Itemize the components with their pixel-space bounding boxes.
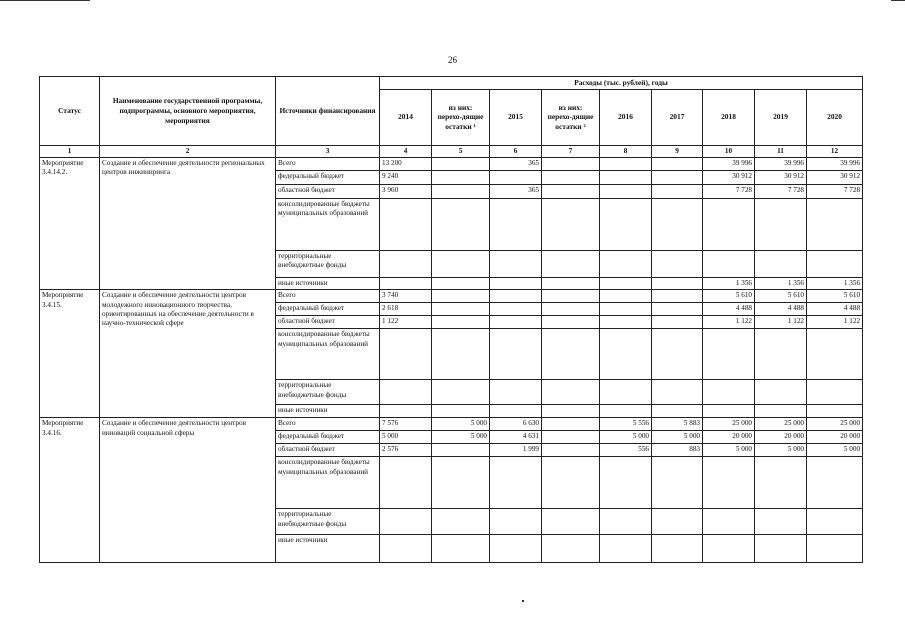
col-num: 5 — [432, 145, 490, 157]
value-cell — [703, 509, 755, 535]
value-cell — [807, 509, 863, 535]
source-cell: иные источники — [276, 535, 380, 563]
value-cell: 5 000 — [703, 444, 755, 457]
event-name-cell: Создание и обеспечение деятельности региональных центров инжиниринга — [100, 157, 276, 289]
value-cell — [652, 509, 703, 535]
header-2019: 2019 — [755, 89, 807, 145]
value-cell — [380, 405, 432, 418]
value-cell — [600, 316, 652, 329]
value-cell — [600, 170, 652, 184]
status-cell: Мероприятие 3.4.15. — [40, 290, 100, 418]
value-cell — [380, 198, 432, 250]
top-left-rule — [0, 0, 90, 1]
value-cell: 3 740 — [380, 290, 432, 303]
source-cell: федеральный бюджет — [276, 170, 380, 184]
value-cell — [432, 157, 490, 170]
value-cell — [432, 316, 490, 329]
value-cell: 39 996 — [807, 157, 863, 170]
value-cell — [490, 277, 542, 289]
col-num: 11 — [755, 145, 807, 157]
value-cell — [755, 380, 807, 405]
value-cell: 1 122 — [380, 316, 432, 329]
header-sources: Источники финансирования — [276, 77, 380, 146]
value-cell — [380, 535, 432, 563]
value-cell — [542, 316, 600, 329]
value-cell: 1 356 — [807, 277, 863, 289]
value-cell — [652, 290, 703, 303]
value-cell — [490, 290, 542, 303]
value-cell: 365 — [490, 184, 542, 198]
value-cell: 20 000 — [755, 431, 807, 444]
col-num: 4 — [380, 145, 432, 157]
value-cell — [490, 329, 542, 380]
value-cell — [542, 303, 600, 316]
value-cell: 1 356 — [703, 277, 755, 289]
value-cell — [600, 290, 652, 303]
header-2017: 2017 — [652, 89, 703, 145]
value-cell: 5 610 — [755, 290, 807, 303]
value-cell — [432, 250, 490, 277]
value-cell — [432, 535, 490, 563]
value-cell — [600, 457, 652, 509]
table-row — [40, 157, 863, 170]
value-cell — [432, 198, 490, 250]
value-cell — [490, 405, 542, 418]
value-cell — [600, 184, 652, 198]
value-cell — [490, 457, 542, 509]
header-carryover-1: из них: перехо-дящие остатки ¹ — [432, 89, 490, 145]
value-cell — [807, 457, 863, 509]
value-cell — [652, 277, 703, 289]
event-name-cell: Создание и обеспечение деятельности центров инноваций социальной сферы — [100, 418, 276, 563]
value-cell: 4 488 — [807, 303, 863, 316]
value-cell — [542, 184, 600, 198]
value-cell: 5 000 — [807, 444, 863, 457]
value-cell: 5 000 — [432, 431, 490, 444]
header-2018: 2018 — [703, 89, 755, 145]
value-cell — [703, 405, 755, 418]
value-cell — [652, 157, 703, 170]
value-cell — [652, 303, 703, 316]
header-2016: 2016 — [600, 89, 652, 145]
col-num: 12 — [807, 145, 863, 157]
value-cell — [542, 457, 600, 509]
value-cell: 20 000 — [703, 431, 755, 444]
table-body — [40, 157, 863, 562]
value-cell — [703, 250, 755, 277]
source-cell: Всего — [276, 418, 380, 431]
value-cell: 39 996 — [703, 157, 755, 170]
value-cell — [652, 405, 703, 418]
value-cell — [490, 198, 542, 250]
header-carryover-2: из них: перехо-дящие остатки ² — [542, 89, 600, 145]
value-cell: 25 000 — [755, 418, 807, 431]
source-cell: Всего — [276, 290, 380, 303]
source-cell: территориальные внебюджетные фонды — [276, 380, 380, 405]
col-num: 6 — [490, 145, 542, 157]
value-cell: 4 488 — [755, 303, 807, 316]
value-cell: 5 000 — [755, 444, 807, 457]
value-cell — [432, 303, 490, 316]
value-cell — [542, 329, 600, 380]
status-cell: Мероприятие 3.4.14.2. — [40, 157, 100, 289]
value-cell — [542, 535, 600, 563]
value-cell — [652, 198, 703, 250]
value-cell — [490, 509, 542, 535]
value-cell — [600, 157, 652, 170]
value-cell — [380, 509, 432, 535]
value-cell: 25 000 — [807, 418, 863, 431]
value-cell: 1 122 — [807, 316, 863, 329]
value-cell — [432, 170, 490, 184]
value-cell — [542, 444, 600, 457]
source-cell: Всего — [276, 157, 380, 170]
value-cell — [600, 380, 652, 405]
value-cell: 6 630 — [490, 418, 542, 431]
value-cell: 30 912 — [703, 170, 755, 184]
status-cell: Мероприятие 3.4.16. — [40, 418, 100, 563]
value-cell — [432, 277, 490, 289]
value-cell — [432, 329, 490, 380]
value-cell — [755, 535, 807, 563]
value-cell — [652, 170, 703, 184]
value-cell — [652, 184, 703, 198]
source-cell: консолидированные бюджеты муниципальных образований — [276, 457, 380, 509]
source-cell: федеральный бюджет — [276, 303, 380, 316]
value-cell: 20 000 — [807, 431, 863, 444]
value-cell — [755, 250, 807, 277]
value-cell: 7 576 — [380, 418, 432, 431]
value-cell — [652, 457, 703, 509]
value-cell — [600, 405, 652, 418]
value-cell: 25 000 — [703, 418, 755, 431]
value-cell: 5 000 — [600, 431, 652, 444]
header-expenses: Расходы (тыс. рублей), годы — [380, 77, 863, 90]
top-right-rule — [891, 0, 905, 1]
value-cell: 5 000 — [432, 418, 490, 431]
value-cell — [807, 250, 863, 277]
col-num: 1 — [40, 145, 100, 157]
value-cell — [755, 405, 807, 418]
value-cell — [755, 329, 807, 380]
source-cell: территориальные внебюджетные фонды — [276, 509, 380, 535]
source-cell: областной бюджет — [276, 444, 380, 457]
value-cell — [703, 380, 755, 405]
value-cell — [432, 444, 490, 457]
header-name: Наименование государственной программы, подпрограммы, основного мероприятия, мероприятия — [100, 77, 276, 146]
value-cell: 1 122 — [755, 316, 807, 329]
value-cell — [380, 250, 432, 277]
value-cell — [755, 198, 807, 250]
value-cell — [380, 277, 432, 289]
value-cell — [542, 418, 600, 431]
table-row — [40, 418, 863, 431]
value-cell — [432, 509, 490, 535]
value-cell — [542, 380, 600, 405]
value-cell — [807, 329, 863, 380]
value-cell: 5 000 — [652, 431, 703, 444]
source-cell: иные источники — [276, 277, 380, 289]
col-num: 10 — [703, 145, 755, 157]
value-cell: 4 631 — [490, 431, 542, 444]
value-cell — [380, 329, 432, 380]
budget-table — [39, 76, 863, 563]
event-name-cell: Создание и обеспечение деятельности центров молодежного инновационного творчества, ориентированных на обеспечение деятельности в научно-технической сфере — [100, 290, 276, 418]
value-cell — [600, 198, 652, 250]
source-cell: федеральный бюджет — [276, 431, 380, 444]
header-2020: 2020 — [807, 89, 863, 145]
value-cell — [490, 303, 542, 316]
header-2015: 2015 — [490, 89, 542, 145]
value-cell — [542, 431, 600, 444]
value-cell — [755, 457, 807, 509]
value-cell — [600, 509, 652, 535]
value-cell: 556 — [600, 444, 652, 457]
value-cell: 1 122 — [703, 316, 755, 329]
value-cell — [542, 198, 600, 250]
value-cell: 2 618 — [380, 303, 432, 316]
value-cell — [542, 290, 600, 303]
value-cell — [490, 535, 542, 563]
value-cell: 39 996 — [755, 157, 807, 170]
stray-mark — [522, 600, 524, 602]
value-cell — [542, 250, 600, 277]
table-row — [40, 290, 863, 303]
value-cell: 13 200 — [380, 157, 432, 170]
source-cell: областной бюджет — [276, 316, 380, 329]
header-status: Статус — [40, 77, 100, 146]
value-cell — [652, 316, 703, 329]
value-cell: 2 576 — [380, 444, 432, 457]
value-cell — [542, 405, 600, 418]
value-cell — [600, 329, 652, 380]
source-cell: иные источники — [276, 405, 380, 418]
value-cell: 5 000 — [380, 431, 432, 444]
value-cell: 365 — [490, 157, 542, 170]
value-cell: 3 960 — [380, 184, 432, 198]
value-cell: 30 912 — [807, 170, 863, 184]
source-cell: консолидированные бюджеты муниципальных образований — [276, 198, 380, 250]
column-number-row — [40, 145, 863, 157]
value-cell: 1 999 — [490, 444, 542, 457]
value-cell — [807, 198, 863, 250]
page-number: 26 — [448, 55, 457, 65]
value-cell: 883 — [652, 444, 703, 457]
value-cell — [600, 277, 652, 289]
value-cell: 1 356 — [755, 277, 807, 289]
value-cell: 5 883 — [652, 418, 703, 431]
value-cell — [432, 457, 490, 509]
value-cell — [807, 380, 863, 405]
value-cell — [652, 329, 703, 380]
source-cell: консолидированные бюджеты муниципальных образований — [276, 329, 380, 380]
value-cell — [542, 277, 600, 289]
value-cell — [490, 250, 542, 277]
col-num: 3 — [276, 145, 380, 157]
value-cell: 9 240 — [380, 170, 432, 184]
value-cell: 7 728 — [703, 184, 755, 198]
value-cell — [807, 535, 863, 563]
value-cell — [490, 316, 542, 329]
value-cell — [703, 198, 755, 250]
value-cell: 4 488 — [703, 303, 755, 316]
value-cell — [432, 405, 490, 418]
value-cell — [755, 509, 807, 535]
value-cell: 5 610 — [807, 290, 863, 303]
value-cell — [807, 405, 863, 418]
value-cell — [490, 380, 542, 405]
value-cell: 5 610 — [703, 290, 755, 303]
source-cell: территориальные внебюджетные фонды — [276, 250, 380, 277]
value-cell: 5 556 — [600, 418, 652, 431]
header-2014: 2014 — [380, 89, 432, 145]
value-cell — [703, 535, 755, 563]
value-cell: 7 728 — [807, 184, 863, 198]
value-cell: 30 912 — [755, 170, 807, 184]
col-num: 2 — [100, 145, 276, 157]
value-cell — [432, 184, 490, 198]
value-cell — [432, 380, 490, 405]
value-cell — [490, 170, 542, 184]
value-cell — [542, 157, 600, 170]
value-cell — [652, 535, 703, 563]
value-cell — [652, 250, 703, 277]
value-cell — [600, 250, 652, 277]
value-cell — [380, 457, 432, 509]
col-num: 8 — [600, 145, 652, 157]
value-cell — [652, 380, 703, 405]
value-cell — [542, 509, 600, 535]
value-cell — [703, 329, 755, 380]
col-num: 9 — [652, 145, 703, 157]
source-cell: областной бюджет — [276, 184, 380, 198]
col-num: 7 — [542, 145, 600, 157]
value-cell: 7 728 — [755, 184, 807, 198]
value-cell — [432, 290, 490, 303]
value-cell — [600, 535, 652, 563]
value-cell — [703, 457, 755, 509]
value-cell — [380, 380, 432, 405]
value-cell — [600, 303, 652, 316]
value-cell — [542, 170, 600, 184]
